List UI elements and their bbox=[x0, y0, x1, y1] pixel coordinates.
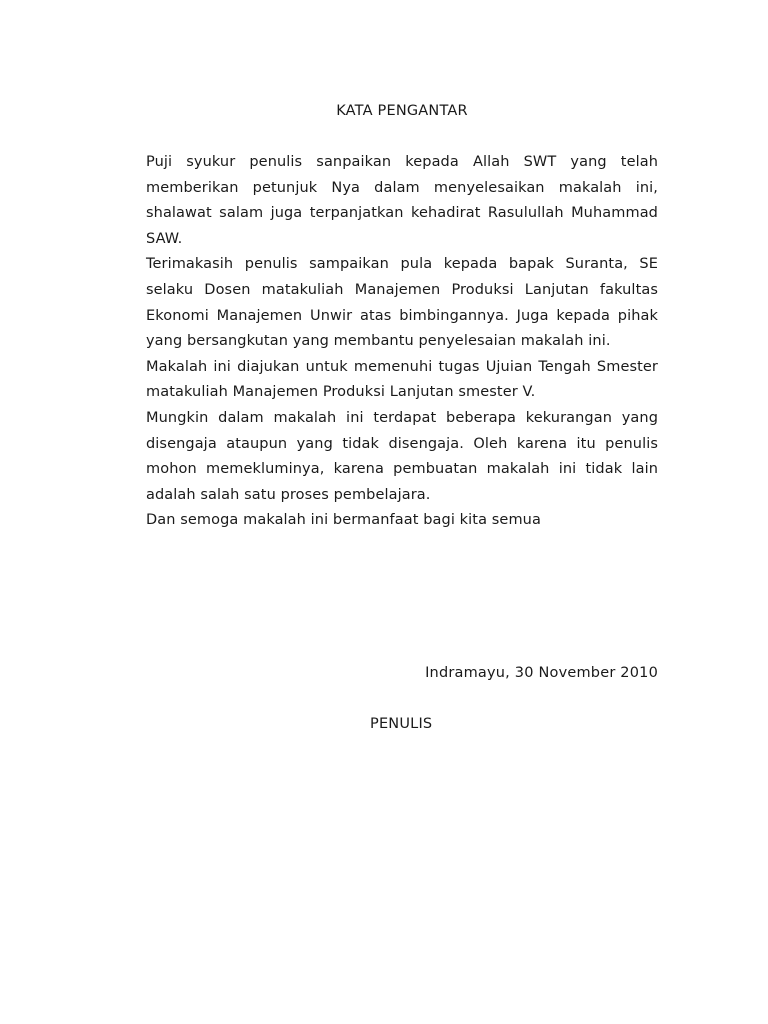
place-date: Indramayu, 30 November 2010 bbox=[425, 665, 658, 681]
paragraph-purpose: Makalah ini diajukan untuk memenuhi tugas Ujuian Tengah Smester matakuliah Manajemen Produksi Lanjutan smester V. bbox=[146, 358, 658, 401]
page-title: KATA PENGANTAR bbox=[336, 103, 468, 119]
paragraph-apology: Mungkin dalam makalah ini terdapat beberapa kekurangan yang disengaja ataupun yang tidak disengaja. Oleh karena itu penulis mohon memekluminya, karena pembuatan makalah ini tidak lain adalah salah satu proses pembelajara. bbox=[146, 409, 658, 503]
document-body bbox=[146, 150, 658, 534]
paragraph-gratitude: Puji syukur penulis sanpaikan kepada Allah SWT yang telah memberikan petunjuk Nya dalam menyelesaikan makalah ini, shalawat salam juga terpanjatkan kehadirat Rasulullah Muhammad SAW. bbox=[146, 154, 658, 247]
paragraph-acknowledgement: Terimakasih penulis sampaikan pula kepada bapak Suranta, SE selaku Dosen matakuliah Manajemen Produksi Lanjutan fakultas Ekonomi Manajemen Unwir atas bimbingannya. Juga kepada pihak yang bersangkutan yang membantu penyelesaian makalah ini. bbox=[146, 256, 658, 350]
paragraph-closing: Dan semoga makalah ini bermanfaat bagi kita semua bbox=[146, 512, 541, 529]
signer-label: PENULIS bbox=[370, 716, 433, 732]
